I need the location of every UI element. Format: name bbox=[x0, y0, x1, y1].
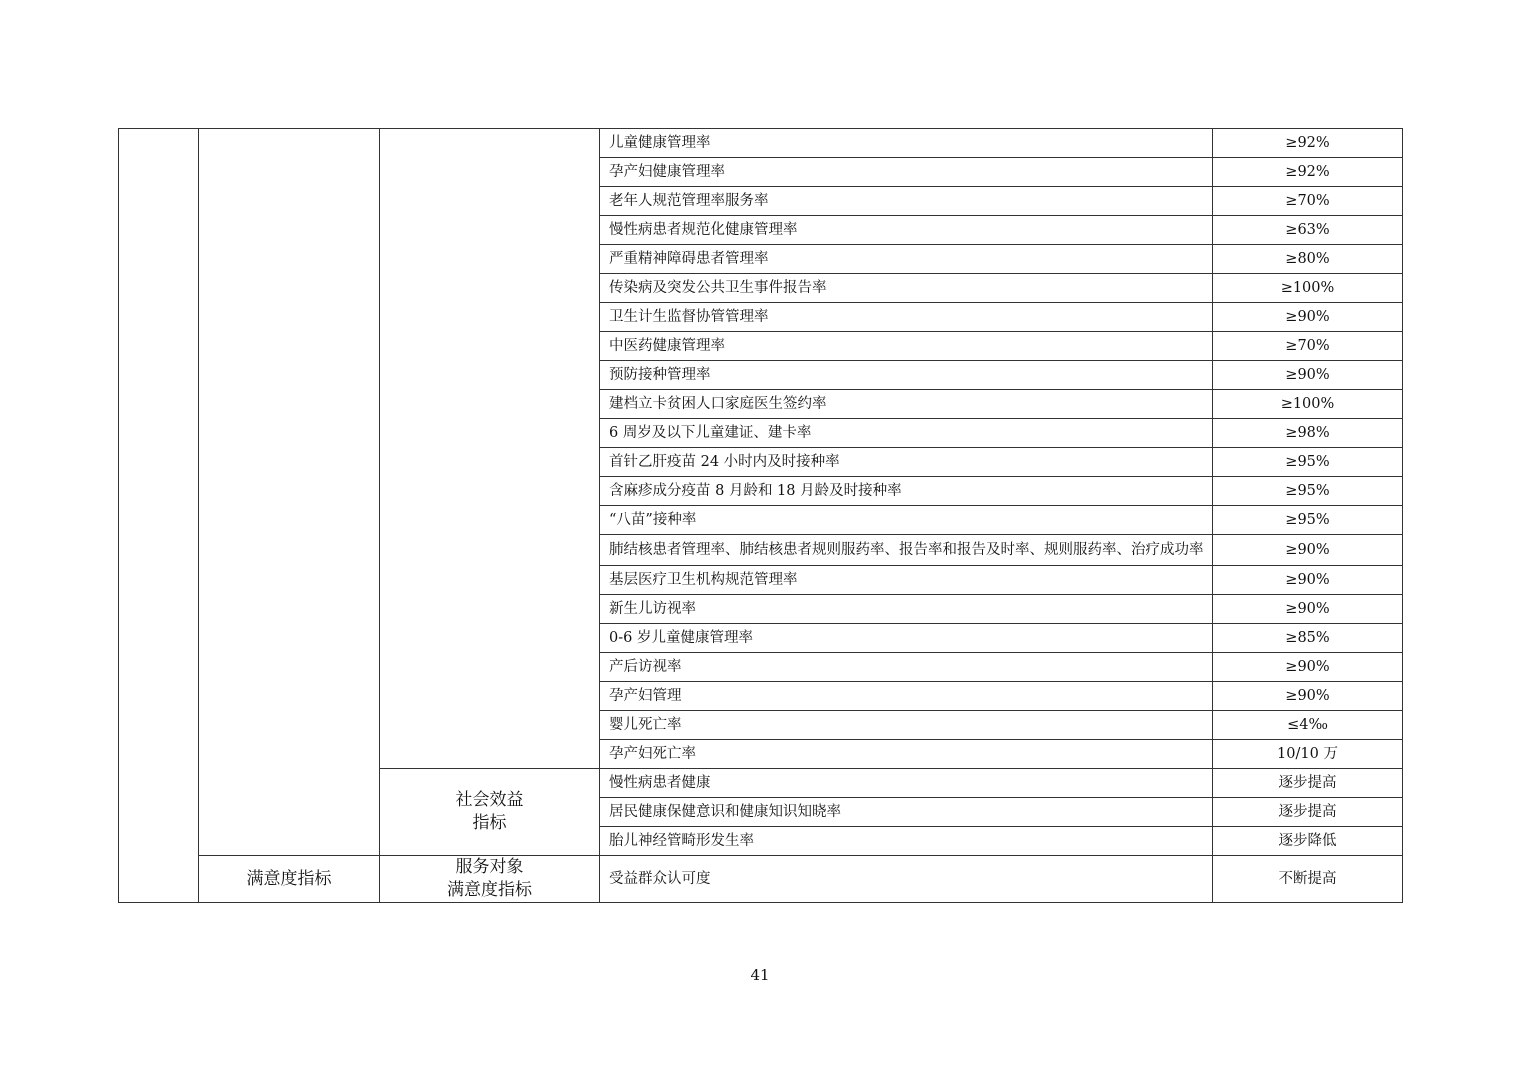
indicator-value: ≥100% bbox=[1213, 390, 1403, 419]
indicator-value: ≥98% bbox=[1213, 419, 1403, 448]
indicator-value: ≥95% bbox=[1213, 506, 1403, 535]
indicator-name: 儿童健康管理率 bbox=[600, 129, 1213, 158]
page-number: 41 bbox=[750, 966, 770, 984]
indicator-value: ≥70% bbox=[1213, 187, 1403, 216]
indicator-name: 慢性病患者健康 bbox=[600, 769, 1213, 798]
category-line: 服务对象 bbox=[455, 857, 524, 877]
indicator-value: 10/10 万 bbox=[1213, 740, 1403, 769]
category-line: 社会效益 bbox=[455, 790, 524, 810]
indicator-name: 中医药健康管理率 bbox=[600, 332, 1213, 361]
indicator-value: ≥90% bbox=[1213, 361, 1403, 390]
indicator-value: ≥100% bbox=[1213, 274, 1403, 303]
indicator-value: ≥90% bbox=[1213, 566, 1403, 595]
indicator-name: 基层医疗卫生机构规范管理率 bbox=[600, 566, 1213, 595]
indicator-name: 肺结核患者管理率、肺结核患者规则服药率、报告率和报告及时率、规则服药率、治疗成功率 bbox=[600, 535, 1213, 566]
level2-cell bbox=[199, 129, 380, 856]
indicator-name: 受益群众认可度 bbox=[600, 856, 1213, 903]
indicator-name: 6 周岁及以下儿童建证、建卡率 bbox=[600, 419, 1213, 448]
indicator-name: 居民健康保健意识和健康知识知晓率 bbox=[600, 798, 1213, 827]
indicator-value: 逐步提高 bbox=[1213, 769, 1403, 798]
indicator-value: ≥90% bbox=[1213, 682, 1403, 711]
category-line: 指标 bbox=[472, 813, 507, 833]
satisfaction-level2-category: 满意度指标 bbox=[199, 856, 380, 903]
indicator-name: 首针乙肝疫苗 24 小时内及时接种率 bbox=[600, 448, 1213, 477]
level1-cell bbox=[119, 129, 199, 903]
indicator-value: 逐步提高 bbox=[1213, 798, 1403, 827]
indicator-value: ≤4‰ bbox=[1213, 711, 1403, 740]
indicator-name: 孕产妇管理 bbox=[600, 682, 1213, 711]
table-row bbox=[119, 856, 1403, 903]
indicator-value: 逐步降低 bbox=[1213, 827, 1403, 856]
indicator-name: 老年人规范管理率服务率 bbox=[600, 187, 1213, 216]
indicator-name: 卫生计生监督协管管理率 bbox=[600, 303, 1213, 332]
indicator-name: 慢性病患者规范化健康管理率 bbox=[600, 216, 1213, 245]
social-benefit-category bbox=[380, 769, 600, 856]
indicator-value: ≥90% bbox=[1213, 535, 1403, 566]
indicator-value: 不断提高 bbox=[1213, 856, 1403, 903]
indicator-value: ≥85% bbox=[1213, 624, 1403, 653]
category-line: 满意度指标 bbox=[447, 880, 532, 900]
indicator-value: ≥70% bbox=[1213, 332, 1403, 361]
indicator-name: “八苗”接种率 bbox=[600, 506, 1213, 535]
indicator-name: 建档立卡贫困人口家庭医生签约率 bbox=[600, 390, 1213, 419]
indicator-value: ≥63% bbox=[1213, 216, 1403, 245]
indicator-name: 严重精神障碍患者管理率 bbox=[600, 245, 1213, 274]
indicator-name: 含麻疹成分疫苗 8 月龄和 18 月龄及时接种率 bbox=[600, 477, 1213, 506]
indicator-value: ≥80% bbox=[1213, 245, 1403, 274]
indicator-value: ≥90% bbox=[1213, 303, 1403, 332]
indicator-name: 胎儿神经管畸形发生率 bbox=[600, 827, 1213, 856]
indicator-name: 产后访视率 bbox=[600, 653, 1213, 682]
indicator-name: 婴儿死亡率 bbox=[600, 711, 1213, 740]
indicator-name: 预防接种管理率 bbox=[600, 361, 1213, 390]
indicator-value: ≥90% bbox=[1213, 653, 1403, 682]
indicator-name: 传染病及突发公共卫生事件报告率 bbox=[600, 274, 1213, 303]
indicator-value: ≥92% bbox=[1213, 158, 1403, 187]
indicator-name: 孕产妇健康管理率 bbox=[600, 158, 1213, 187]
satisfaction-category bbox=[380, 856, 600, 903]
indicator-name: 新生儿访视率 bbox=[600, 595, 1213, 624]
indicator-name: 0-6 岁儿童健康管理率 bbox=[600, 624, 1213, 653]
indicator-value: ≥92% bbox=[1213, 129, 1403, 158]
indicator-value: ≥95% bbox=[1213, 448, 1403, 477]
performance-indicator-table bbox=[118, 128, 1403, 903]
indicator-name: 孕产妇死亡率 bbox=[600, 740, 1213, 769]
level3-cell bbox=[380, 129, 600, 769]
indicator-value: ≥90% bbox=[1213, 595, 1403, 624]
indicator-value: ≥95% bbox=[1213, 477, 1403, 506]
table-row bbox=[119, 129, 1403, 158]
